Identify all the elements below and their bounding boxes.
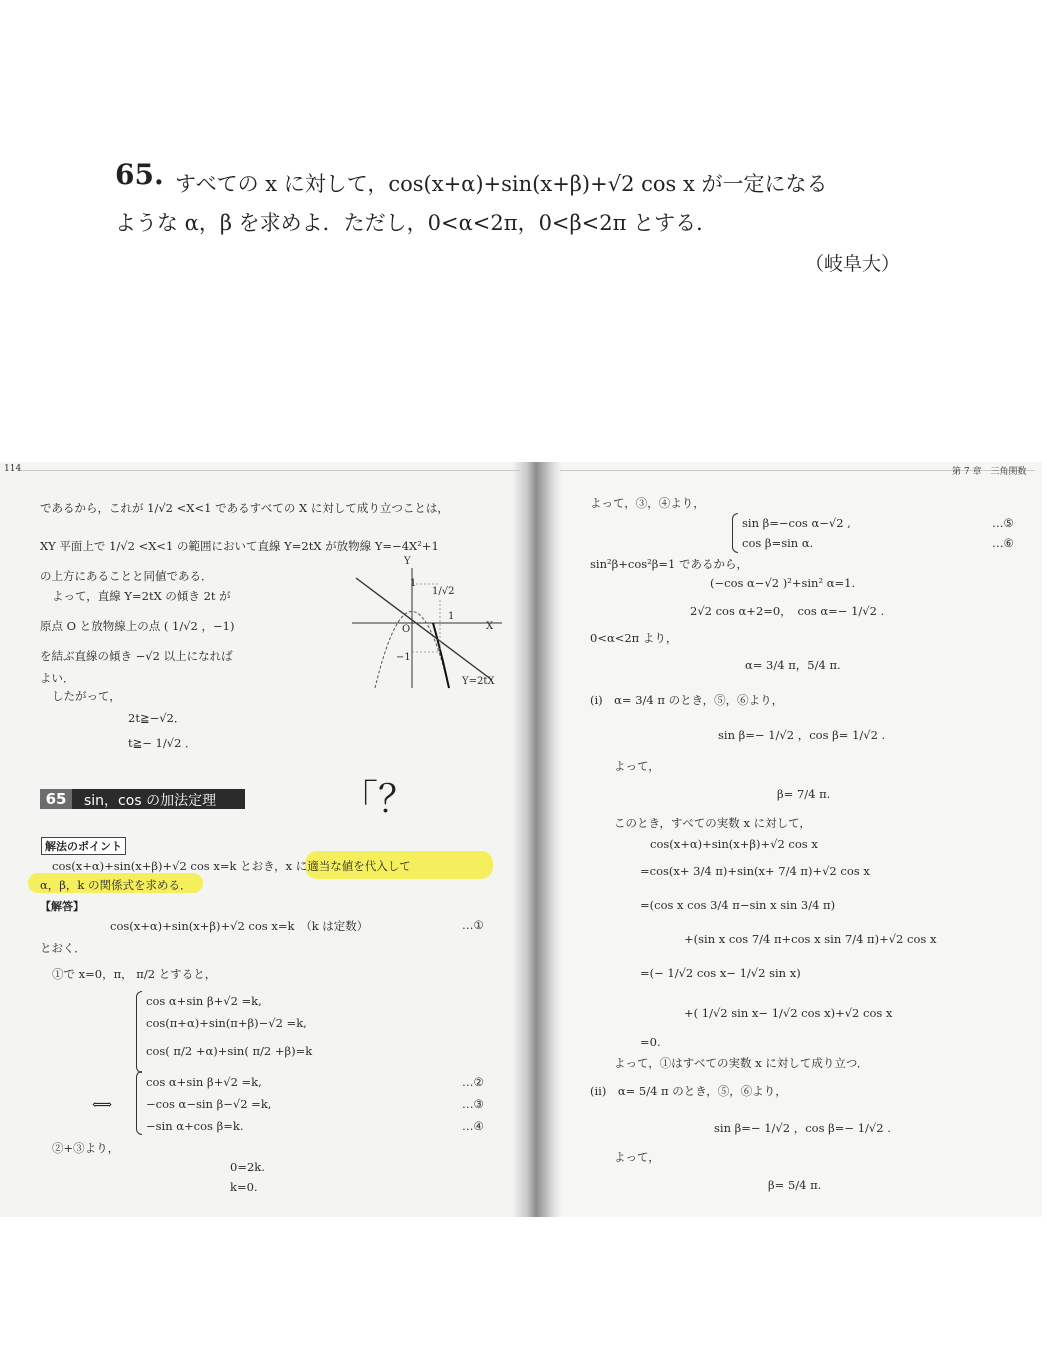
result-1: 0=2k.: [230, 1160, 265, 1174]
left-line-1: であるから，これが 1/√2 <X<1 であるすべての X に対して成り立つことは，: [40, 501, 449, 515]
graph-label-minus-one: −1: [396, 652, 411, 663]
problem-source: （岐阜大）: [805, 253, 901, 275]
mark-2: …②: [462, 1075, 484, 1089]
system-2-brace: [136, 1071, 142, 1135]
left-line-7: よい．: [40, 671, 75, 685]
right-eq-1: (−cos α−√2 )²+sin² α=1.: [710, 576, 856, 590]
range-line: 0<α<2π より，: [590, 631, 678, 645]
left-header-rule: [20, 470, 520, 471]
graph-label-line: Y=2tX: [462, 676, 495, 687]
konotoki-line: このとき，すべての実数 x に対して，: [614, 816, 811, 830]
chapter-header: 第 7 章 三角関数: [952, 467, 1027, 477]
left-line-9: 2t≧−√2．: [128, 711, 186, 725]
page-number: 114: [4, 464, 22, 474]
case-1: (i) α= 3/4 π のとき，⑤，⑥より，: [590, 693, 784, 707]
left-line-2: XY 平面上で 1/√2 <X<1 の範囲において直線 Y=2tX が放物線 Y=−4X²+1: [40, 539, 439, 553]
case-2-values: sin β=− 1/√2 ，cos β=− 1/√2 .: [714, 1121, 891, 1135]
calc-4: +(sin x cos 7/4 π+cos x sin 7/4 π)+√2 cos x: [684, 932, 937, 946]
holds-line: よって，①はすべての実数 x に対して成り立つ．: [614, 1056, 869, 1070]
yotte-1: よって，: [614, 759, 660, 773]
okuku-text: とおく．: [40, 941, 86, 955]
system-1-brace: [136, 991, 142, 1073]
beta-1: β= 7/4 π.: [777, 787, 831, 801]
left-line-10: t≧− 1/√2 ．: [128, 736, 197, 750]
system-2-eq-1: cos α+sin β+√2 =k,: [146, 1075, 262, 1089]
case-2: (ii) α= 5/4 π のとき，⑤，⑥より，: [590, 1084, 787, 1098]
calc-2: =cos(x+ 3/4 π)+sin(x+ 7/4 π)+√2 cos x: [640, 864, 870, 878]
left-line-8: したがって，: [52, 689, 121, 703]
iff-symbol: ⟺: [92, 1097, 113, 1113]
yotte-2: よって，: [614, 1150, 660, 1164]
graph-label-y: Y: [404, 556, 411, 567]
system-1-eq-1: cos α+sin β+√2 =k,: [146, 994, 262, 1008]
left-line-6: を結ぶ直線の傾き −√2 以上になれば: [40, 649, 233, 663]
case-1-values: sin β=− 1/√2 ，cos β= 1/√2 .: [718, 728, 886, 742]
book-gutter-shadow: [512, 462, 562, 1217]
point-line-1: cos(x+α)+sin(x+β)+√2 cos x=k とおき，x に適当な値を代入して: [52, 859, 411, 873]
right-system-brace: [732, 513, 738, 553]
mark-5: …⑤: [992, 516, 1014, 530]
section-title: sin，cos の加法定理: [84, 793, 217, 809]
parabola-segment: [433, 623, 449, 688]
alpha-values: α= 3/4 π，5/4 π.: [745, 658, 841, 672]
graph-label-origin: O: [402, 624, 411, 635]
system-2-eq-2: −cos α−sin β−√2 =k,: [146, 1097, 272, 1111]
mark-4: …④: [462, 1119, 484, 1133]
system-1-eq-2: cos(π+α)+sin(π+β)−√2 =k,: [146, 1016, 307, 1030]
handwritten-note: 「？: [340, 777, 417, 821]
problem-text-line1: すべての x に対して，cos(x+α)+sin(x+β)+√2 cos x が一定になる: [175, 172, 828, 196]
right-line-1: よって，③，④より，: [590, 496, 705, 510]
problem-text-line2: ような α，β を求めよ．ただし，0<α<2π，0<β<2π とする．: [115, 211, 718, 235]
graph-label-one-x: 1: [448, 611, 455, 622]
left-line-5: 原点 O と放物線上の点 ( 1/√2 ，−1): [40, 619, 235, 633]
calc-1: cos(x+α)+sin(x+β)+√2 cos x: [650, 837, 818, 851]
sum-line: ②+③より，: [52, 1141, 120, 1155]
line-y-2tx: [356, 578, 492, 680]
system-2-eq-3: −sin α+cos β=k.: [146, 1119, 244, 1133]
calc-7: =0.: [640, 1035, 661, 1049]
equation-1: cos(x+α)+sin(x+β)+√2 cos x=k （k は定数）: [110, 919, 369, 933]
calc-3: =(cos x cos 3/4 π−sin x sin 3/4 π): [640, 898, 836, 912]
identity-line: sin²β+cos²β=1 であるから，: [590, 557, 749, 571]
answer-label: 【解答】: [40, 900, 84, 913]
right-sys-eq-2: cos β=sin α.: [742, 536, 814, 550]
graph-label-frac: 1/√2: [432, 586, 455, 597]
result-2: k=0.: [230, 1180, 258, 1194]
equation-1-mark: …①: [462, 918, 484, 932]
section-number: 65: [40, 789, 72, 809]
left-line-4: よって，直線 Y=2tX の傾き 2t が: [52, 589, 231, 603]
problem-number: 65.: [115, 158, 164, 191]
mark-3: …③: [462, 1097, 484, 1111]
mark-6: …⑥: [992, 536, 1014, 550]
point-line-2: α，β，k の関係式を求める．: [40, 878, 192, 892]
calc-6: +( 1/√2 sin x− 1/√2 cos x)+√2 cos x: [684, 1006, 893, 1020]
point-label-box: 解法のポイント: [41, 837, 126, 855]
calc-5: =(− 1/√2 cos x− 1/√2 sin x): [640, 966, 801, 980]
right-eq-2: 2√2 cos α+2=0， cos α=− 1/√2 .: [690, 604, 885, 618]
graph-label-one: 1: [410, 578, 417, 589]
beta-2: β= 5/4 π.: [768, 1178, 822, 1192]
graph-label-x: X: [486, 621, 494, 632]
system-1-eq-3: cos( π/2 +α)+sin( π/2 +β)=k: [146, 1044, 313, 1058]
right-sys-eq-1: sin β=−cos α−√2 ,: [742, 516, 851, 530]
substitution-line: ①で x=0，π， π/2 とすると，: [52, 967, 217, 981]
left-line-3: の上方にあることと同値である．: [40, 569, 213, 583]
